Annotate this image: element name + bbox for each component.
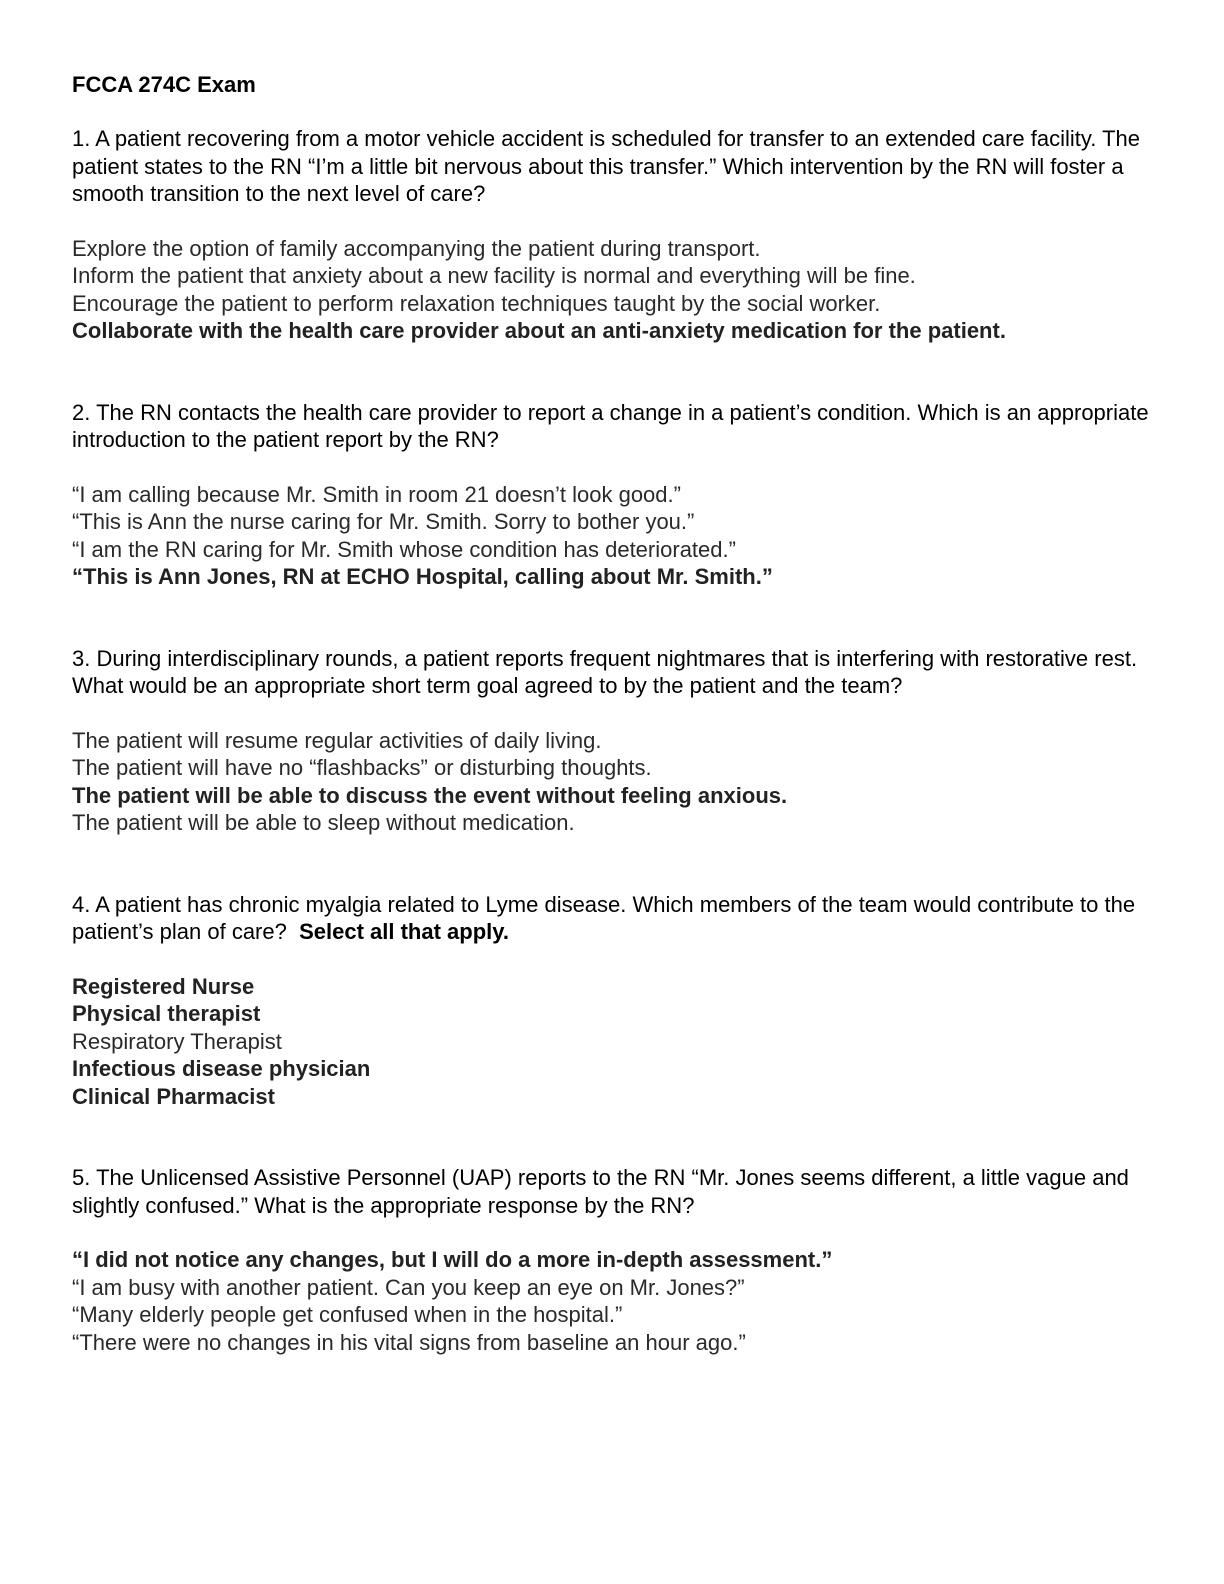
answer-option: “There were no changes in his vital signs from baseline an hour ago.” [72, 1329, 746, 1355]
answer-option-correct: “This is Ann Jones, RN at ECHO Hospital, calling about Mr. Smith.” [72, 564, 773, 589]
answer-option: “I am calling because Mr. Smith in room 21 doesn’t look good.” [72, 481, 681, 507]
question-1 [72, 125, 1152, 345]
answer-options [72, 727, 1152, 837]
answer-option: Inform the patient that anxiety about a new facility is normal and everything will be fine. [72, 263, 916, 288]
answer-option: “Many elderly people get confused when in the hospital.” [72, 1302, 623, 1327]
answer-option-correct: Infectious disease physician [72, 1056, 371, 1081]
question-2 [72, 399, 1152, 591]
answer-option-correct: The patient will be able to discuss the event without feeling anxious. [72, 782, 788, 808]
question-list [72, 125, 1152, 1356]
answer-option: The patient will resume regular activities of daily living. [72, 727, 602, 753]
answer-options [72, 973, 1152, 1111]
question-spacer [72, 837, 1152, 891]
exam-title: FCCA 274C Exam [72, 72, 256, 97]
answer-option: The patient will have no “flashbacks” or disturbing thoughts. [72, 755, 652, 780]
question-5 [72, 1164, 1152, 1356]
question-stem-text: 4. A patient has chronic myalgia related to Lyme disease. Which members of the team would contribute to the patient’s plan of care? [72, 891, 1136, 944]
question-spacer [72, 345, 1152, 399]
question-stem [72, 891, 1152, 946]
answer-options [72, 1246, 1152, 1356]
answer-option-correct: Clinical Pharmacist [72, 1083, 275, 1109]
question-spacer [72, 591, 1152, 645]
question-stem [72, 125, 1152, 208]
question-instruction: Select all that apply. [299, 919, 509, 944]
question-stem-text: 3. During interdisciplinary rounds, a patient reports frequent nightmares that is interfering with restorative rest. What would be an appropriate short term goal agreed to by the patient and the team? [72, 645, 1138, 698]
answer-option: Respiratory Therapist [72, 1028, 282, 1054]
answer-option-correct: Physical therapist [72, 1001, 261, 1026]
question-stem-text: 2. The RN contacts the health care provider to report a change in a patient’s condition. Which is an appropriate introduction to the patient report by the RN? [72, 399, 1149, 452]
question-3 [72, 645, 1152, 837]
question-stem [72, 1164, 1152, 1219]
answer-option: “I am the RN caring for Mr. Smith whose condition has deteriorated.” [72, 536, 736, 562]
question-spacer [72, 1110, 1152, 1164]
question-stem-text: 5. The Unlicensed Assistive Personnel (UAP) reports to the RN “Mr. Jones seems different, a little vague and slightly confused.” What is the appropriate response by the RN? [72, 1165, 1129, 1218]
answer-option: “I am busy with another patient. Can you keep an eye on Mr. Jones?” [72, 1274, 745, 1300]
answer-option: Encourage the patient to perform relaxation techniques taught by the social worker. [72, 290, 881, 316]
answer-option-correct: “I did not notice any changes, but I will do a more in-depth assessment.” [72, 1247, 833, 1272]
question-stem-text: 1. A patient recovering from a motor vehicle accident is scheduled for transfer to an extended care facility. The patient states to the RN “I’m a little bit nervous about this transfer.” Which intervention by the RN will foster a smooth transition to the next level of care? [72, 126, 1140, 206]
question-stem [72, 399, 1152, 454]
answer-option-correct: Collaborate with the health care provider about an anti-anxiety medication for the patient. [72, 318, 1006, 343]
answer-option: Explore the option of family accompanying the patient during transport. [72, 235, 761, 261]
answer-options [72, 235, 1152, 345]
answer-option: The patient will be able to sleep without medication. [72, 810, 575, 835]
exam-page [72, 71, 1152, 1356]
question-4 [72, 891, 1152, 1111]
answer-options [72, 481, 1152, 591]
question-stem [72, 645, 1152, 700]
answer-option-correct: Registered Nurse [72, 973, 255, 999]
answer-option: “This is Ann the nurse caring for Mr. Smith. Sorry to bother you.” [72, 509, 695, 534]
